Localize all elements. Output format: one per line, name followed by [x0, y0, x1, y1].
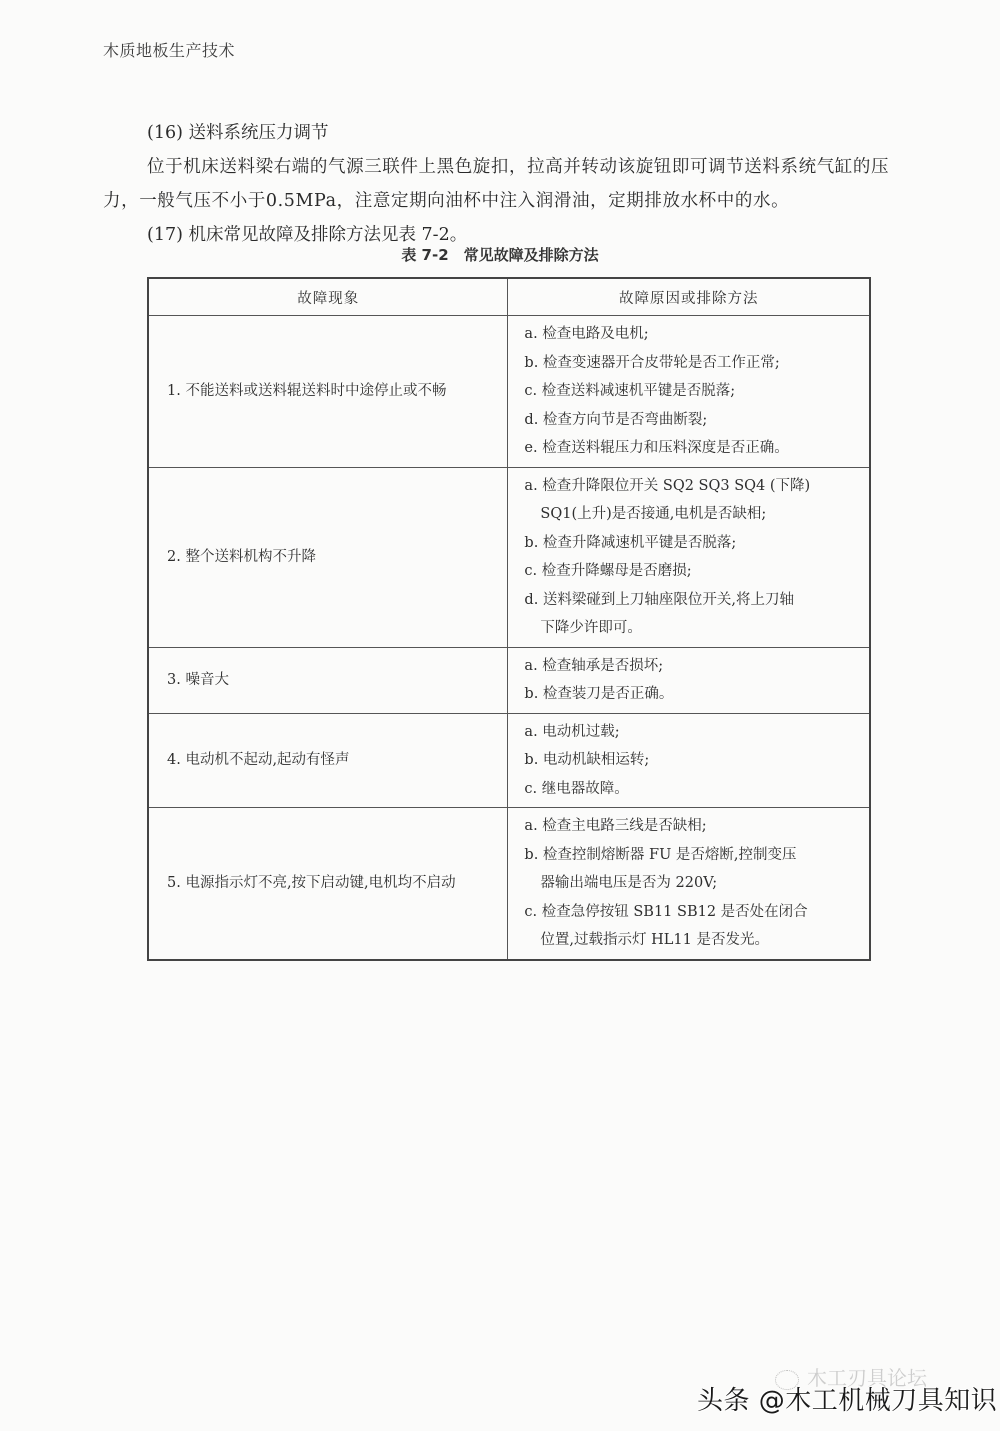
watermark: 头条 @木工机械刀具知识 [697, 1386, 998, 1416]
symptom-cell: 5. 电源指示灯不亮,按下启动键,电机均不启动 [148, 808, 508, 960]
header-symptom: 故障现象 [148, 278, 508, 316]
table-row [148, 713, 870, 808]
fix-item: e. 检查送料辊压力和压料深度是否正确。 [524, 440, 789, 456]
symptom-cell: 4. 电动机不起动,起动有怪声 [148, 713, 508, 808]
fix-item-continuation: 下降少许即可。 [540, 620, 642, 636]
table-row [148, 467, 870, 647]
fix-item-continuation: 位置,过载指示灯 HL11 是否发光。 [540, 932, 769, 948]
section-17-text: (17) 机床常见故障及排除方法见表 7-2。 [147, 225, 468, 245]
running-head: 木质地板生产技术 [103, 41, 236, 60]
fix-item: d. 检查方向节是否弯曲断裂; [524, 411, 708, 428]
fix-cell [508, 647, 870, 713]
fix-cell [508, 316, 870, 468]
fix-item: d. 送料梁碰到上刀轴座限位开关,将上刀轴 [524, 591, 795, 608]
fix-item: c. 检查急停按钮 SB11 SB12 是否处在闭合 [524, 903, 808, 920]
fix-item: a. 检查电路及电机; [524, 326, 649, 342]
fix-item: b. 检查控制熔断器 FU 是否熔断,控制变压 [524, 846, 797, 863]
fix-item: b. 电动机缺相运转; [524, 752, 650, 768]
fix-item: c. 检查送料减速机平键是否脱落; [524, 383, 736, 399]
symptom-cell: 2. 整个送料机构不升降 [148, 467, 508, 647]
table-row [148, 808, 870, 960]
fix-cell [508, 467, 870, 647]
fix-item: b. 检查变速器开合皮带轮是否工作正常; [524, 354, 780, 371]
fix-item: b. 检查装刀是否正确。 [524, 686, 674, 702]
table-caption: 表 7-2 常见故障及排除方法 [401, 246, 599, 264]
header-fix: 故障原因或排除方法 [508, 278, 870, 316]
section-16-body: 位于机床送料梁右端的气源三联件上黑色旋扣，拉高并转动该旋钮即可调节送料系统气缸的压力，一般气压不小于0.5MPa，注意定期向油杯中注入润滑油，定期排放水杯中的水。 [103, 157, 890, 211]
symptom-cell: 1. 不能送料或送料辊送料时中途停止或不畅 [148, 316, 508, 468]
fault-table [147, 277, 871, 961]
table-header-row [148, 278, 870, 316]
fix-item: a. 电动机过载; [524, 723, 620, 740]
fix-item: b. 检查升降减速机平键是否脱落; [524, 534, 737, 551]
fix-item: c. 继电器故障。 [524, 780, 629, 797]
fix-item: a. 检查主电路三线是否缺相; [524, 818, 707, 834]
fix-item-continuation: SQ1(上升)是否接通,电机是否缺相; [540, 506, 767, 522]
fix-item-continuation: 器输出端电压是否为 220V; [540, 875, 718, 891]
watermark-ghost-text: 木工刃具论坛 [807, 1366, 927, 1390]
table-row [148, 647, 870, 713]
symptom-cell: 3. 噪音大 [148, 647, 508, 713]
section-16-title: (16) 送料系统压力调节 [147, 123, 329, 143]
table-row [148, 316, 870, 468]
fix-item: a. 检查升降限位开关 SQ2 SQ3 SQ4 (下降) [524, 477, 811, 494]
fix-cell [508, 713, 870, 808]
fix-cell [508, 808, 870, 960]
fix-item: c. 检查升降螺母是否磨损; [524, 563, 692, 579]
fix-item: a. 检查轴承是否损坏; [524, 657, 664, 674]
